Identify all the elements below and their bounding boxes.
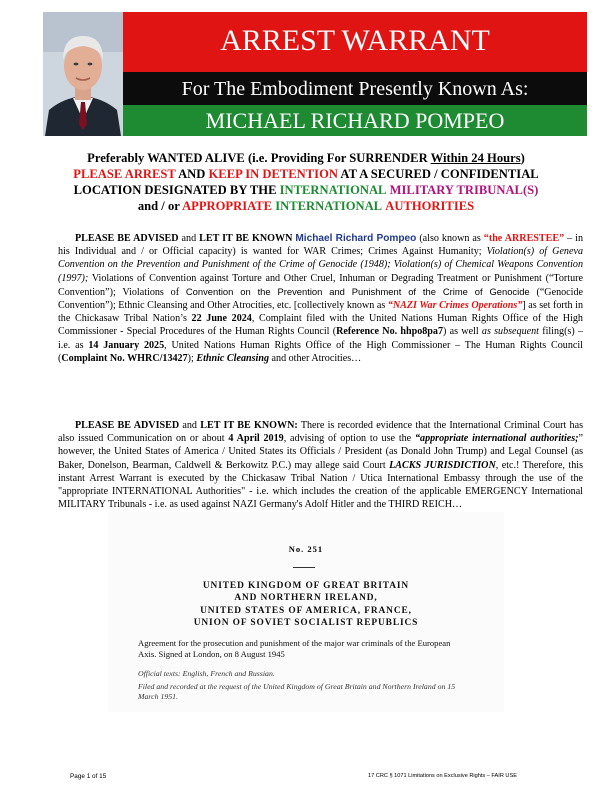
headline-text: LOCATION DESIGNATED BY THE (73, 183, 280, 197)
body-text-italic: “appropriate international authorities; (414, 433, 579, 445)
body-text-italic: Violation(s) of Geneva Convention on the Prevention and Punishment of the Crime of Genocide (1948); Violation(s) of Chemical Weapons Convention (1997); (58, 246, 583, 284)
subject-name-inline: Michael Richard Pompeo (295, 233, 417, 244)
headline-arrest: PLEASE ARREST (73, 167, 176, 181)
complaint-number: Complaint No. WHRC/13427 (61, 352, 188, 364)
footer-reference: 17 CRC § 1071 Limitations on Exclusive Rights – FAIR USE (368, 773, 517, 779)
advisory-text: PLEASE BE ADVISED (75, 420, 180, 431)
body-text: filing(s) – i.e. as (58, 326, 584, 351)
body-text: , etc.! Therefore, this instant Arrest Warrant is executed by the Chickasaw Tribal Nation / Utica International Embassy through the use of the "appropriate INTERNATIONAL Authorities" - i.e. which includes the creation of the applicable EMERGENCY International MILITARY Tribunals - i.e. as used against NAZI Germany's Adolf Hitler and the THIRD REICH… (58, 459, 583, 511)
portrait-photo (43, 12, 123, 136)
warrant-banner (43, 12, 587, 136)
headline-authorities: AUTHORITIES (385, 199, 475, 213)
headline-appropriate: APPROPRIATE (182, 199, 273, 213)
body-text: , Complaint filed with the United Nations Human Rights Office of the High Commissioner - Special Procedures of the Human Rights Council ( (58, 313, 583, 338)
banner-name-bar (123, 105, 587, 136)
body-text: Violations of Convention against Torture and Other Cruel, Inhuman or Degrading Treatment or Punishment (“Torture Convention”); Violations of (58, 272, 583, 298)
body-text: ] as set forth in the Chickasaw Tribal Nation’s (58, 300, 583, 325)
reference-number: Reference No. hhpo8pa7 (336, 326, 444, 338)
body-text: , United Nations Human Rights Office of the High Commissioner – The Human Rights Council ( (58, 339, 583, 364)
treaty-agreement-title: Agreement for the prosecution and punishment of the major war criminals of the European Axis. Signed at London, on 8 August 1945 (138, 638, 451, 659)
body-text: (“Genocide Convention”); Ethnic Cleansing and Other Atrocities, etc. [collectively known as (58, 286, 583, 312)
date-text: 4 April 2019 (228, 433, 284, 445)
headline-deadline: Within 24 Hours (430, 151, 521, 165)
treaty-excerpt-image (108, 512, 504, 712)
treaty-parties (108, 580, 504, 630)
banner-title-bar (123, 12, 587, 72)
treaty-party-line: UNITED STATES OF AMERICA, FRANCE, (200, 605, 412, 616)
warrant-title: ARREST WARRANT (220, 24, 490, 57)
treaty-official-texts: Official texts: English, French and Russian. (138, 669, 275, 678)
body-text: ); (187, 352, 197, 364)
paragraph-jurisdiction (58, 419, 583, 511)
headline-text: ) (520, 151, 525, 165)
headline-text: AT A SECURED / CONFIDENTIAL (337, 167, 539, 181)
treaty-party-line: AND NORTHERN IRELAND, (234, 593, 378, 604)
body-text: Convention on the Prevention and Punishment of the Crime of Genocide (185, 285, 530, 297)
body-text: (also known as (416, 233, 484, 244)
headline-line-1 (40, 150, 572, 166)
page-number: Page 1 of 15 (70, 773, 107, 780)
headline-tribunal: MILITARY TRIBUNAL(S) (389, 183, 539, 197)
headline-text: and / or (137, 199, 183, 213)
headline-international: INTERNATIONAL (275, 199, 383, 213)
body-text: There is recorded evidence that the International Criminal Court has also issued Communication on or about (58, 420, 584, 445)
subject-name: MICHAEL RICHARD POMPEO (205, 108, 505, 133)
advisory-text: LET IT BE KNOWN: (200, 420, 298, 431)
headline-line-3 (40, 182, 572, 198)
headline-line-2 (40, 166, 572, 182)
body-text: and (178, 233, 200, 244)
operations-label: “NAZI War Crimes Operations” (387, 300, 523, 312)
jurisdiction-label: LACKS JURISDICTION (389, 459, 496, 471)
headline-text: Preferably WANTED ALIVE (i.e. Providing For SURRENDER (87, 151, 431, 165)
body-text: ” however, the United States of America / United States its Officials / President (as Donald John Trump) and Legal Counsel (as Baker, Donelson, Bearman, Caldwell & Berkowitz P.C.) may allege said Court (58, 433, 584, 471)
headline-line-4 (40, 198, 572, 214)
warrant-headline (40, 150, 572, 214)
banner-subtitle-bar (123, 72, 587, 105)
body-text-italic: Ethnic Cleansing (196, 352, 270, 364)
treaty-number: No. 251 (288, 544, 324, 554)
advisory-text: PLEASE BE ADVISED (75, 233, 179, 244)
body-text: ) as well (443, 326, 482, 338)
headline-detention: KEEP IN DETENTION (208, 167, 338, 181)
body-text: , advising of option to use the (283, 433, 415, 445)
arrestee-label: “the ARRESTEE” (483, 233, 565, 244)
treaty-party-line: UNITED KINGDOM OF GREAT BRITAIN (202, 581, 410, 591)
body-text: and other Atrocities… (269, 352, 362, 364)
warrant-subtitle: For The Embodiment Presently Known As: (181, 78, 529, 100)
body-text: – in his Individual and / or Official capacity) is wanted for WAR Crimes; Crimes Against Humanity; (58, 233, 584, 258)
treaty-party-line: UNION OF SOVIET SOCIALIST REPUBLICS (193, 618, 419, 629)
headline-text: AND (175, 167, 209, 181)
body-text-italic: as subsequent (481, 326, 539, 338)
headline-international: INTERNATIONAL (279, 183, 387, 197)
treaty-filing-note: Filed and recorded at the request of the United Kingdom of Great Britain and Northern Ireland on 15 March 1951. (138, 682, 456, 701)
advisory-text: LET IT BE KNOWN (199, 233, 293, 244)
divider (293, 567, 315, 568)
body-text: and (179, 420, 201, 431)
paragraph-charges (58, 232, 583, 365)
date-text: 22 June 2024 (191, 313, 252, 325)
date-text: 14 January 2025 (88, 339, 165, 351)
